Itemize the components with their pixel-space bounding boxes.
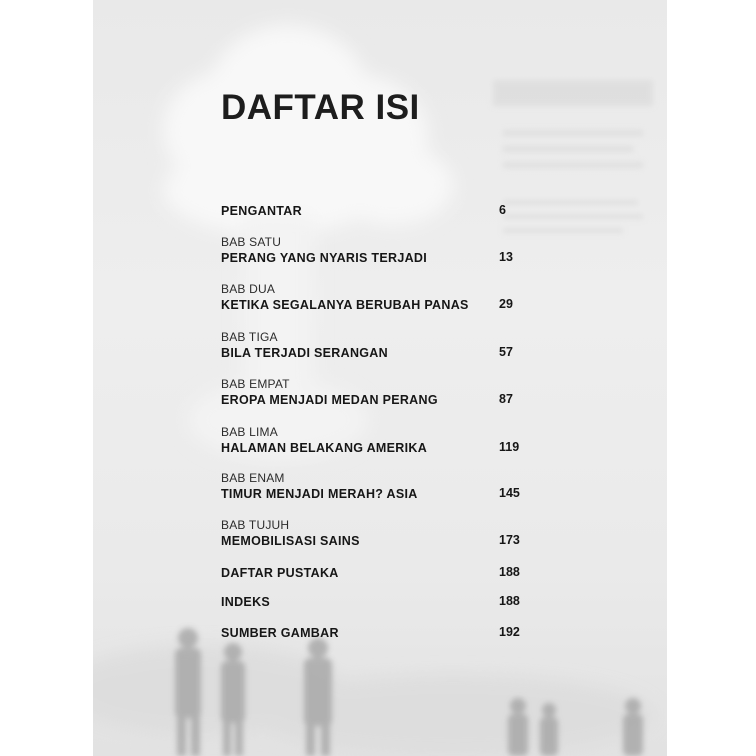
toc-entry-title: KETIKA SEGALANYA BERUBAH PANAS (221, 298, 469, 312)
chapter-label: BAB ENAM (221, 471, 285, 485)
toc-page-number: 87 (499, 392, 513, 406)
toc-entry (221, 282, 521, 312)
toc-page-number: 145 (499, 486, 520, 500)
toc-page-number: 119 (499, 440, 520, 454)
toc-entry-title: INDEKS (221, 595, 271, 609)
toc-page-number: 6 (499, 203, 506, 217)
toc-page-number: 188 (499, 594, 520, 608)
toc-page-number: 192 (499, 625, 520, 639)
toc-entry (221, 235, 521, 265)
toc-entry-title: SUMBER GAMBAR (221, 626, 339, 640)
page-title: DAFTAR ISI (221, 88, 420, 127)
toc-entry (221, 593, 521, 609)
toc-entry (221, 624, 521, 640)
book-page (93, 0, 667, 756)
toc-page-number: 173 (499, 533, 520, 547)
toc-entry (221, 425, 521, 455)
chapter-label: BAB SATU (221, 235, 282, 249)
toc-entry (221, 518, 521, 548)
toc-entry-title: EROPA MENJADI MEDAN PERANG (221, 393, 438, 407)
toc-page-number: 13 (499, 250, 513, 264)
toc-entry-title: BILA TERJADI SERANGAN (221, 346, 388, 360)
toc-entry-title: PENGANTAR (221, 204, 302, 218)
toc-page-number: 29 (499, 297, 513, 311)
toc-entry-title: DAFTAR PUSTAKA (221, 566, 339, 580)
toc-page-number: 188 (499, 565, 520, 579)
chapter-label: BAB EMPAT (221, 377, 290, 391)
toc-entry-title: MEMOBILISASI SAINS (221, 534, 360, 548)
chapter-label: BAB DUA (221, 282, 276, 296)
toc-entry (221, 564, 521, 580)
chapter-label: BAB LIMA (221, 425, 278, 439)
toc-entry (221, 202, 521, 218)
chapter-label: BAB TIGA (221, 330, 278, 344)
chapter-label: BAB TUJUH (221, 518, 290, 532)
toc-entry-title: TIMUR MENJADI MERAH? ASIA (221, 487, 418, 501)
toc-entry (221, 471, 521, 501)
toc-entry-title: HALAMAN BELAKANG AMERIKA (221, 441, 428, 455)
toc-entry (221, 377, 521, 407)
toc-entry (221, 330, 521, 360)
toc-entry-title: PERANG YANG NYARIS TERJADI (221, 251, 427, 265)
toc-page-number: 57 (499, 345, 513, 359)
